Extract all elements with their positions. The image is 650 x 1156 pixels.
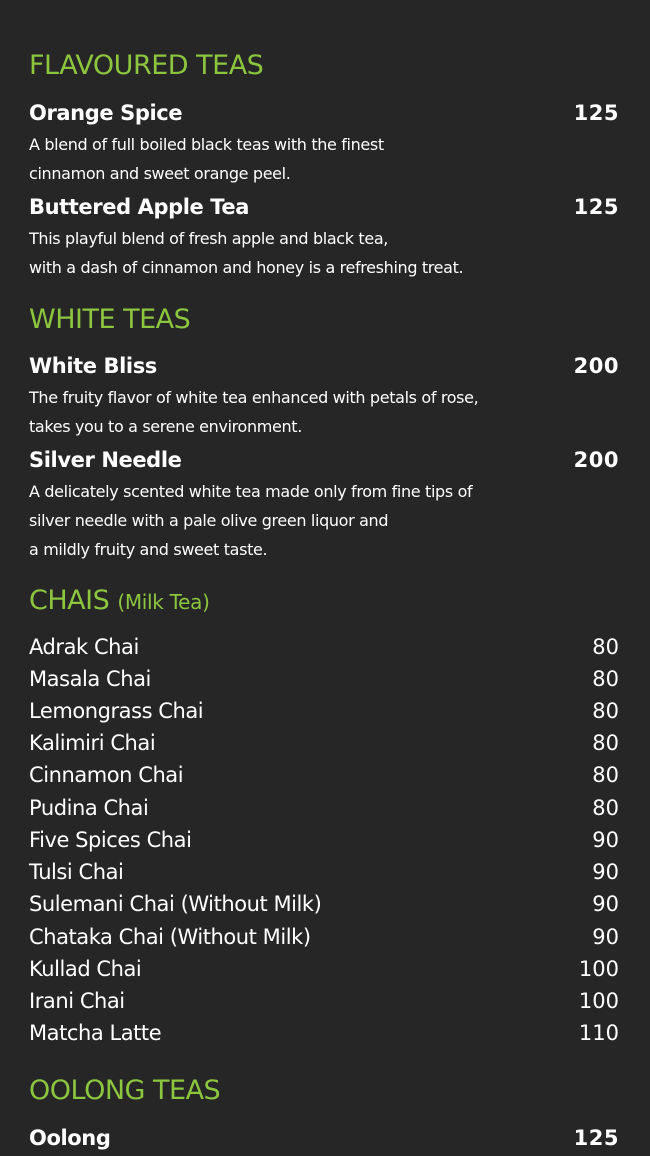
item-name-oolong: Oolong [29,1126,111,1150]
chai-price: 110 [578,1021,619,1045]
item-name-white-bliss: White Bliss [29,354,157,378]
item-price-buttered-apple-tea: 125 [573,195,619,219]
chai-price: 80 [592,699,619,723]
section-title-white-teas: WHITE TEAS [29,304,191,335]
item-description-line: This playful blend of fresh apple and black tea, [29,229,389,248]
item-name-orange-spice: Orange Spice [29,101,183,125]
chai-price: 90 [592,892,619,916]
item-price-oolong: 125 [573,1126,619,1150]
item-description-line: A blend of full boiled black teas with the finest [29,135,384,154]
item-description-line: takes you to a serene environment. [29,417,302,436]
item-name-silver-needle: Silver Needle [29,448,182,472]
section-subtitle-milk-tea: (Milk Tea) [117,590,210,614]
section-title-chais-label: CHAIS [29,585,110,616]
chai-name: Kullad Chai [29,957,142,981]
chai-name: Adrak Chai [29,635,139,659]
item-name-buttered-apple-tea: Buttered Apple Tea [29,195,250,219]
chai-name: Irani Chai [29,989,125,1013]
item-price-white-bliss: 200 [573,354,619,378]
chai-name: Matcha Latte [29,1021,162,1045]
section-title-flavoured-teas: FLAVOURED TEAS [29,50,264,81]
item-description-line: a mildly fruity and sweet taste. [29,540,268,559]
item-price-orange-spice: 125 [573,101,619,125]
chai-name: Lemongrass Chai [29,699,204,723]
chai-price: 80 [592,635,619,659]
chai-price: 100 [578,957,619,981]
item-description-line: silver needle with a pale olive green liquor and [29,511,389,530]
chai-name: Five Spices Chai [29,828,192,852]
chai-name: Kalimiri Chai [29,731,156,755]
chai-price: 80 [592,796,619,820]
chai-name: Tulsi Chai [29,860,124,884]
item-price-silver-needle: 200 [573,448,619,472]
chai-name: Masala Chai [29,667,151,691]
chai-price: 90 [592,828,619,852]
chai-price: 90 [592,860,619,884]
chai-price: 100 [578,989,619,1013]
item-description-line: The fruity flavor of white tea enhanced with petals of rose, [29,388,479,407]
chai-name: Chataka Chai (Without Milk) [29,925,311,949]
item-description-line: with a dash of cinnamon and honey is a refreshing treat. [29,258,464,277]
chai-price: 90 [592,925,619,949]
chai-name: Sulemani Chai (Without Milk) [29,892,322,916]
chai-price: 80 [592,763,619,787]
chai-price: 80 [592,731,619,755]
section-title-chais [29,584,210,619]
chai-name: Cinnamon Chai [29,763,184,787]
chai-name: Pudina Chai [29,796,149,820]
item-description-line: cinnamon and sweet orange peel. [29,164,291,183]
item-description-line: A delicately scented white tea made only from fine tips of [29,482,473,501]
section-title-oolong-teas: OOLONG TEAS [29,1075,221,1106]
chai-price: 80 [592,667,619,691]
